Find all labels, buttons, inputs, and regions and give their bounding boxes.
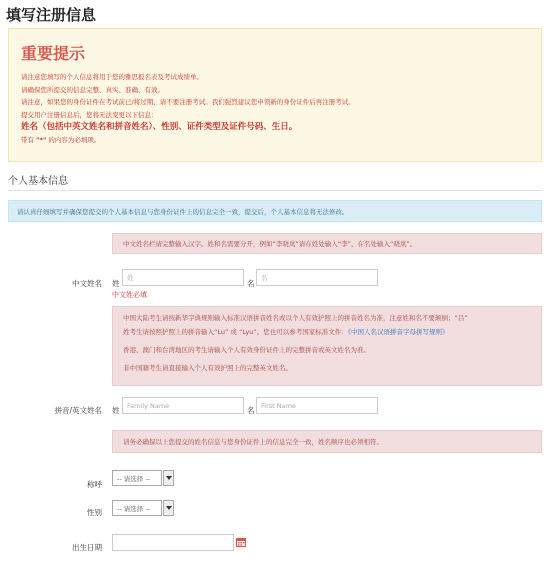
pinyin-surname-input[interactable]	[122, 397, 244, 414]
pinyin-given-label: 名	[247, 406, 255, 415]
title-select[interactable]	[112, 470, 162, 486]
info-box: 请认真仔细填写并确保您提交的个人基本信息与您身份证件上的信息完全一致，提交后，个人基本信息将无法修改。	[8, 200, 542, 222]
section-title: 个人基本信息	[8, 176, 68, 187]
chevron-down-icon[interactable]	[163, 500, 174, 516]
pinyin-name-hint	[112, 306, 542, 386]
chinese-given-label: 名	[247, 279, 255, 288]
chinese-surname-error: 中文姓必填	[112, 291, 147, 299]
title-label: 称呼	[87, 480, 102, 489]
required-star: "*"	[36, 136, 47, 144]
gender-select[interactable]	[112, 500, 162, 516]
title-selected: -- 请选择 --	[117, 474, 151, 483]
pinyin-rules-link[interactable]: 《中国人名汉语拼音字母拼写规则》	[347, 328, 449, 336]
gender-selected: -- 请选择 --	[117, 504, 151, 513]
notice-line: 请注意您填写的个人信息将用于您的雅思报名表及考试成绩单。	[21, 73, 203, 81]
required-note-suffix: 的内容为必填项。	[48, 136, 101, 144]
pinyin-hint-line: 中国大陆考生请按新华字典规则输入标准汉语拼音姓名或以个人有效护照上的拼音姓名为准，注意姓和名不要颠倒；“吕”	[123, 314, 468, 322]
required-note-prefix: 带有	[21, 136, 34, 144]
birthdate-input[interactable]	[112, 534, 234, 551]
chinese-name-label: 中文姓名	[72, 279, 102, 288]
pinyin-given-input[interactable]	[256, 397, 378, 414]
calendar-icon[interactable]	[236, 537, 246, 547]
chinese-given-input[interactable]	[256, 269, 378, 286]
notice-line: 提交用户注册信息后，您将无法变更以下信息：	[21, 110, 158, 119]
important-notice	[8, 28, 542, 162]
page-title: 填写注册信息	[6, 6, 97, 24]
notice-line: 请注意，如果您的身份证件在考试前已/将过期，请不要注册考试。我们强烈建议您申领新的身份证件后再注册考试。	[21, 98, 355, 106]
pinyin-name-label: 拼音/英文姓名	[54, 406, 102, 415]
pinyin-surname-label: 姓	[112, 406, 120, 415]
pinyin-hint-line: 香港、澳门和台湾地区的考生请输入个人有效身份证件上的完整拼音或英文姓名为准。	[123, 346, 370, 354]
chinese-name-hint	[112, 233, 542, 254]
gender-label: 性别	[87, 508, 102, 517]
name-consistency-text: 请务必确保以上您提交的姓名信息与您身份证件上的信息完全一致，姓名顺序也必须相符。	[123, 438, 383, 446]
pinyin-hint-line: 非中国籍考生请直接输入个人有效护照上的完整英文姓名。	[123, 364, 292, 372]
chinese-name-hint-text: 中文姓名栏请完整输入汉字。姓和名需要分开，例如“李晓岚”请在姓处输入“李”，在名处输入“晓岚”。	[123, 240, 417, 248]
notice-emphasis: 姓名（包括中英文姓名和拼音姓名）、性别、证件类型及证件号码、生日。	[21, 122, 298, 132]
pinyin-hint-text: 姓考生请按照护照上的拼音输入“Lu” 或 “Lyu”。您也可以参考国家标准文件：	[123, 328, 348, 336]
chinese-surname-label: 姓	[112, 279, 120, 288]
birthdate-label: 出生日期	[72, 543, 102, 552]
chevron-down-icon[interactable]	[163, 470, 174, 486]
notice-heading: 重要提示	[21, 44, 86, 63]
chinese-surname-input[interactable]	[122, 269, 244, 286]
pinyin-hint-line	[123, 325, 531, 339]
name-consistency-alert	[112, 430, 542, 453]
notice-line: 请确保您所提交的信息完整、真实、准确、有效。	[21, 85, 164, 94]
required-note	[21, 134, 531, 147]
section-divider	[8, 190, 542, 191]
